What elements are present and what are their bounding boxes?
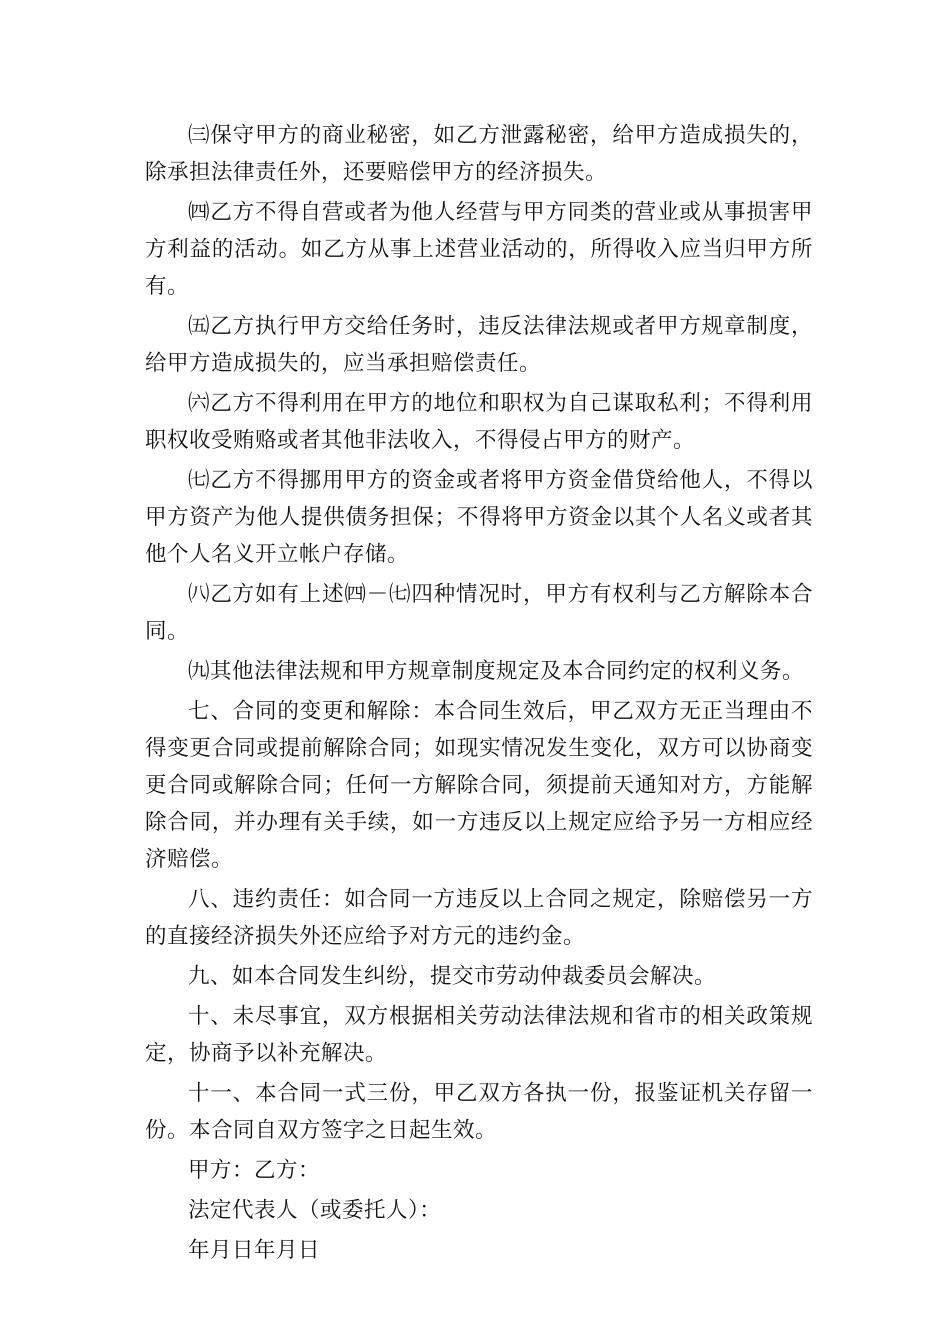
signature-parties: 甲方：乙方： — [188, 1158, 321, 1183]
article-7-modification: 七、合同的变更和解除：本合同生效后，甲乙双方无正当理由不得变更合同或提前解除合同；如现实情况发生变化，双方可以协商变更合同或解除合同；任何一方解除合同，须提前天通知对方，方能解除合同，并办理有关手续，如一方违反以上规定应给予另一方相应经济赔偿。 — [145, 699, 813, 872]
article-9-disputes: 九、如本合同发生纠纷，提交市劳动仲裁委员会解决。 — [188, 964, 717, 989]
article-10-unresolved-matters: 十、未尽事宜，双方根据相关劳动法律法规和省市的相关政策规定，协商予以补充解决。 — [145, 1004, 813, 1066]
article-11-copies: 十一、本合同一式三份，甲乙双方各执一份，报鉴证机关存留一份。本合同自双方签字之日起生效。 — [145, 1081, 813, 1143]
clause-3-trade-secrets: ㈢保守甲方的商业秘密，如乙方泄露秘密，给甲方造成损失的，除承担法律责任外，还要赔偿甲方的经济损失。 — [145, 123, 813, 185]
article-8-breach: 八、违约责任：如合同一方违反以上合同之规定，除赔偿另一方的直接经济损失外还应给予对方元的违约金。 — [145, 887, 813, 949]
clause-7-misuse-of-funds: ㈦乙方不得挪用甲方的资金或者将甲方资金借贷给他人，不得以甲方资产为他人提供债务担保；不得将甲方资金以其个人名义或者其他个人名义开立帐户存储。 — [145, 468, 813, 567]
signature-representative: 法定代表人（或委托人）： — [188, 1198, 442, 1223]
clause-9-other-obligations: ㈨其他法律法规和甲方规章制度规定及本合同约定的权利义务。 — [188, 659, 805, 684]
clause-8-termination-right: ㈧乙方如有上述㈣－㈦四种情况时，甲方有权利与乙方解除本合同。 — [145, 582, 813, 644]
signature-dates: 年月日年月日 — [188, 1238, 321, 1263]
clause-5-liability: ㈤乙方执行甲方交给任务时，违反法律法规或者甲方规章制度，给甲方造成损失的，应当承担赔偿责任。 — [145, 314, 813, 376]
document-body — [145, 117, 813, 1272]
clause-6-abuse-of-position: ㈥乙方不得利用在甲方的地位和职权为自己谋取私利；不得利用职权收受贿赂或者其他非法收入，不得侵占甲方的财产。 — [145, 391, 813, 453]
clause-4-non-compete: ㈣乙方不得自营或者为他人经营与甲方同类的营业或从事损害甲方利益的活动。如乙方从事上述营业活动的，所得收入应当归甲方所有。 — [145, 200, 813, 299]
